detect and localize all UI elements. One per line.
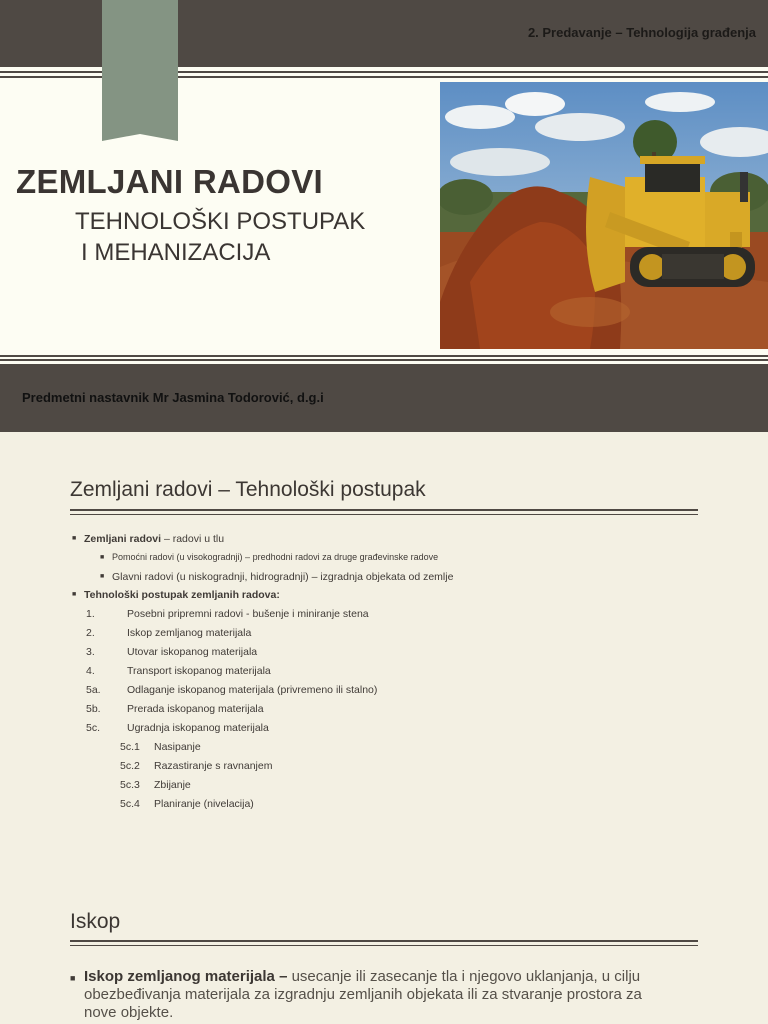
list-item: Pomoćni radovi (u visokogradnji) – predhodni radovi za druge građevinske radove (112, 552, 439, 562)
bullet-icon: ■ (100, 573, 105, 580)
step-text: Utovar iskopanog materijala (127, 646, 258, 658)
bookmark-ribbon (102, 0, 178, 141)
list-item: Glavni radovi (u niskogradnji, hidrogradnji) – izgradnja objekata od zemlje (112, 571, 454, 583)
step-text: Iskop zemljanog materijala (127, 627, 252, 639)
step-text: Transport iskopanog materijala (127, 665, 271, 677)
substep-number: 5c.1 (120, 741, 140, 753)
title-slide (0, 0, 768, 432)
item-bold: Zemljani radovi (84, 533, 162, 545)
bullet-icon: ■ (100, 554, 105, 561)
step-text: Prerada iskopanog materijala (127, 703, 264, 715)
step-number: 2. (86, 627, 95, 639)
teacher-name: Predmetni nastavnik Mr Jasmina Todorović, d.g.i (22, 390, 324, 405)
divider-line (0, 359, 768, 361)
item-text: – radovi u tlu (161, 533, 225, 545)
step-number: 4. (86, 665, 95, 677)
step-text: Posebni pripremni radovi - bušenje i miniranje stena (127, 608, 369, 620)
divider-line (70, 514, 698, 515)
substep-text: Zbijanje (154, 779, 191, 791)
slide-title: ZEMLJANI RADOVI (16, 163, 324, 200)
substep-number: 5c.3 (120, 779, 140, 791)
bullet-icon: ■ (70, 973, 76, 983)
item-text: usecanje ili zasecanje tla i njegovo uklanjanja, u cilju (287, 968, 641, 985)
step-number: 3. (86, 646, 95, 658)
item-text-line3: nove objekte. (84, 1004, 174, 1021)
divider-line (0, 355, 768, 357)
list-item (84, 589, 280, 601)
lecture-header: 2. Predavanje – Tehnologija građenja (527, 25, 756, 40)
divider-line (70, 945, 698, 946)
item-bold: Iskop zemljanog materijala – (84, 968, 288, 985)
substep-text: Nasipanje (154, 741, 201, 753)
bullet-icon: ■ (72, 535, 77, 542)
content-slide (0, 432, 768, 1024)
divider-line (70, 509, 698, 511)
slide-title: Zemljani radovi – Tehnološki postupak (70, 478, 426, 501)
substep-text: Planiranje (nivelacija) (154, 798, 254, 810)
substep-text: Razastiranje s ravnanjem (154, 760, 273, 772)
slide-subtitle-line1: TEHNOLOŠKI POSTUPAK (75, 208, 366, 235)
item-bold: Tehnološki postupak zemljanih radova: (84, 589, 280, 601)
substep-number: 5c.4 (120, 798, 140, 810)
step-text: Odlaganje iskopanog materijala (privremeno ili stalno) (127, 684, 378, 696)
list-item (84, 533, 224, 545)
bullet-icon: ■ (72, 591, 77, 598)
slide-title: Iskop (70, 910, 121, 933)
step-number: 5a. (86, 684, 101, 696)
slide-subtitle-line2: I MEHANIZACIJA (81, 239, 271, 266)
divider-line (70, 940, 698, 942)
bulldozer-photo (440, 82, 768, 349)
step-number: 5c. (86, 722, 101, 734)
step-number: 1. (86, 608, 95, 620)
list-item (84, 968, 640, 986)
step-number: 5b. (86, 703, 101, 715)
substep-number: 5c.2 (120, 760, 140, 772)
item-text-line2: obezbeđivanja materijala za izgradnju zemljanih objekata ili za stvaranje prostora za (84, 986, 642, 1003)
step-text: Ugradnja iskopanog materijala (127, 722, 269, 734)
